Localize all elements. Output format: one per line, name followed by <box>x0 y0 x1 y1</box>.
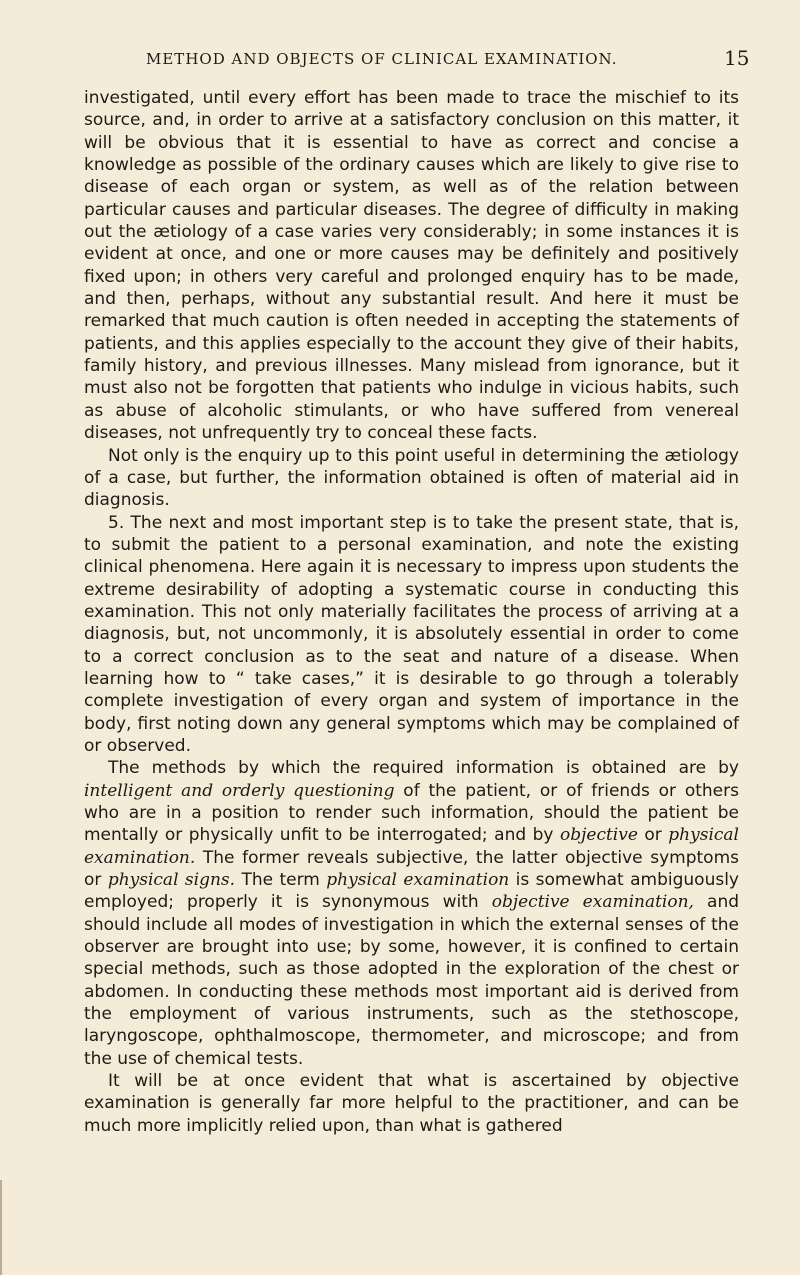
methods-text-2: of the patient, or of friends or others who are in a position to render such information, should the patient be mentally or physically unfit to be interrogated; and by <box>84 780 739 846</box>
methods-italic-term: physical examination <box>326 870 510 891</box>
methods-text-1: The methods by which the required information is obtained are by <box>108 758 739 779</box>
methods-italic-physical-examination: physical examination. <box>84 825 739 868</box>
methods-italic-physical-signs: physical signs. <box>107 870 236 891</box>
paragraph-objective-examination: It will be at once evident that what is ascertained by objective examination is generally far more helpful to the practitioner, and can be much more implicitly relied upon, than what is gathered <box>84 1071 739 1136</box>
methods-text-7: and should include all modes of investigation in which the external senses of the observer are brought into use; by some, however, it is confined to certain special methods, such as those adopted in the exploration of the chest or abdomen. In conducting these methods most important aid is derived from the employment of various instruments, such as the stethoscope, laryngoscope, ophthalmoscope, thermometer, and microscope; and from the use of chemical tests. <box>84 892 740 1069</box>
binding-edge-line <box>0 1180 2 1275</box>
paragraph-enquiry-aid: Not only is the enquiry up to this point useful in determining the ætiology of a case, but further, the information obtained is often of material aid in diagnosis. <box>84 445 739 511</box>
running-title: METHOD AND OBJECTS OF CLINICAL EXAMINATION. <box>146 50 618 68</box>
running-head <box>0 46 800 74</box>
page-number: 15 <box>724 46 750 70</box>
methods-text-6: is somewhat ambiguously employed; properly it is synonymous with <box>84 870 739 913</box>
page-body <box>84 87 739 1137</box>
methods-text-4: The former reveals subjective, the latter objective symptoms or <box>84 847 739 891</box>
paragraph-methods <box>84 757 739 1070</box>
methods-text-3: or <box>637 825 669 846</box>
paragraph-present-state: 5. The next and most important step is to take the present state, that is, to submit the patient to a personal examination, and note the existing clinical phenomena. Here again it is necessary to impress upon students the extreme desirability of adopting a systematic course in conducting this examination. This not only materially facilitates the process of arriving at a diagnosis, but, not uncommonly, it is absolutely essential in order to come to a correct conclusion as to the seat and nature of a disease. When learning how to “ take cases,” it is desirable to go through a tolerably complete investigation of every organ and system of importance in the body, first noting down any general symptoms which may be complained of or observed. <box>84 512 739 756</box>
methods-text-5: The term <box>235 870 327 891</box>
methods-italic-objective-examination: objective examination, <box>491 892 694 913</box>
paragraph-etiology: investigated, until every effort has been made to trace the mischief to its source, and, in order to arrive at a satisfactory conclusion on this matter, it will be obvious that it is essential to have as correct and concise a knowledge as possible of the ordinary causes which are likely to give rise to disease of each organ or system, as well as of the relation between particular causes and particular diseases. The degree of difficulty in making out the ætiology of a case varies very considerably; in some instances it is evident at once, and one or more causes may be definitely and positively fixed upon; in others very careful and prolonged enquiry has to be made, and then, perhaps, without any substantial result. And here it must be remarked that much caution is often needed in accepting the statements of patients, and this applies especially to the account they give of their habits, family history, and previous illnesses. Many mislead from ignorance, but it must also not be forgotten that patients who indulge in vicious habits, such as abuse of alcoholic stimulants, or who have suffered from venereal diseases, not unfrequently try to conceal these facts. <box>84 88 739 444</box>
methods-italic-objective: objective <box>560 825 638 846</box>
methods-italic-questioning: intelligent and orderly questioning <box>84 780 395 801</box>
